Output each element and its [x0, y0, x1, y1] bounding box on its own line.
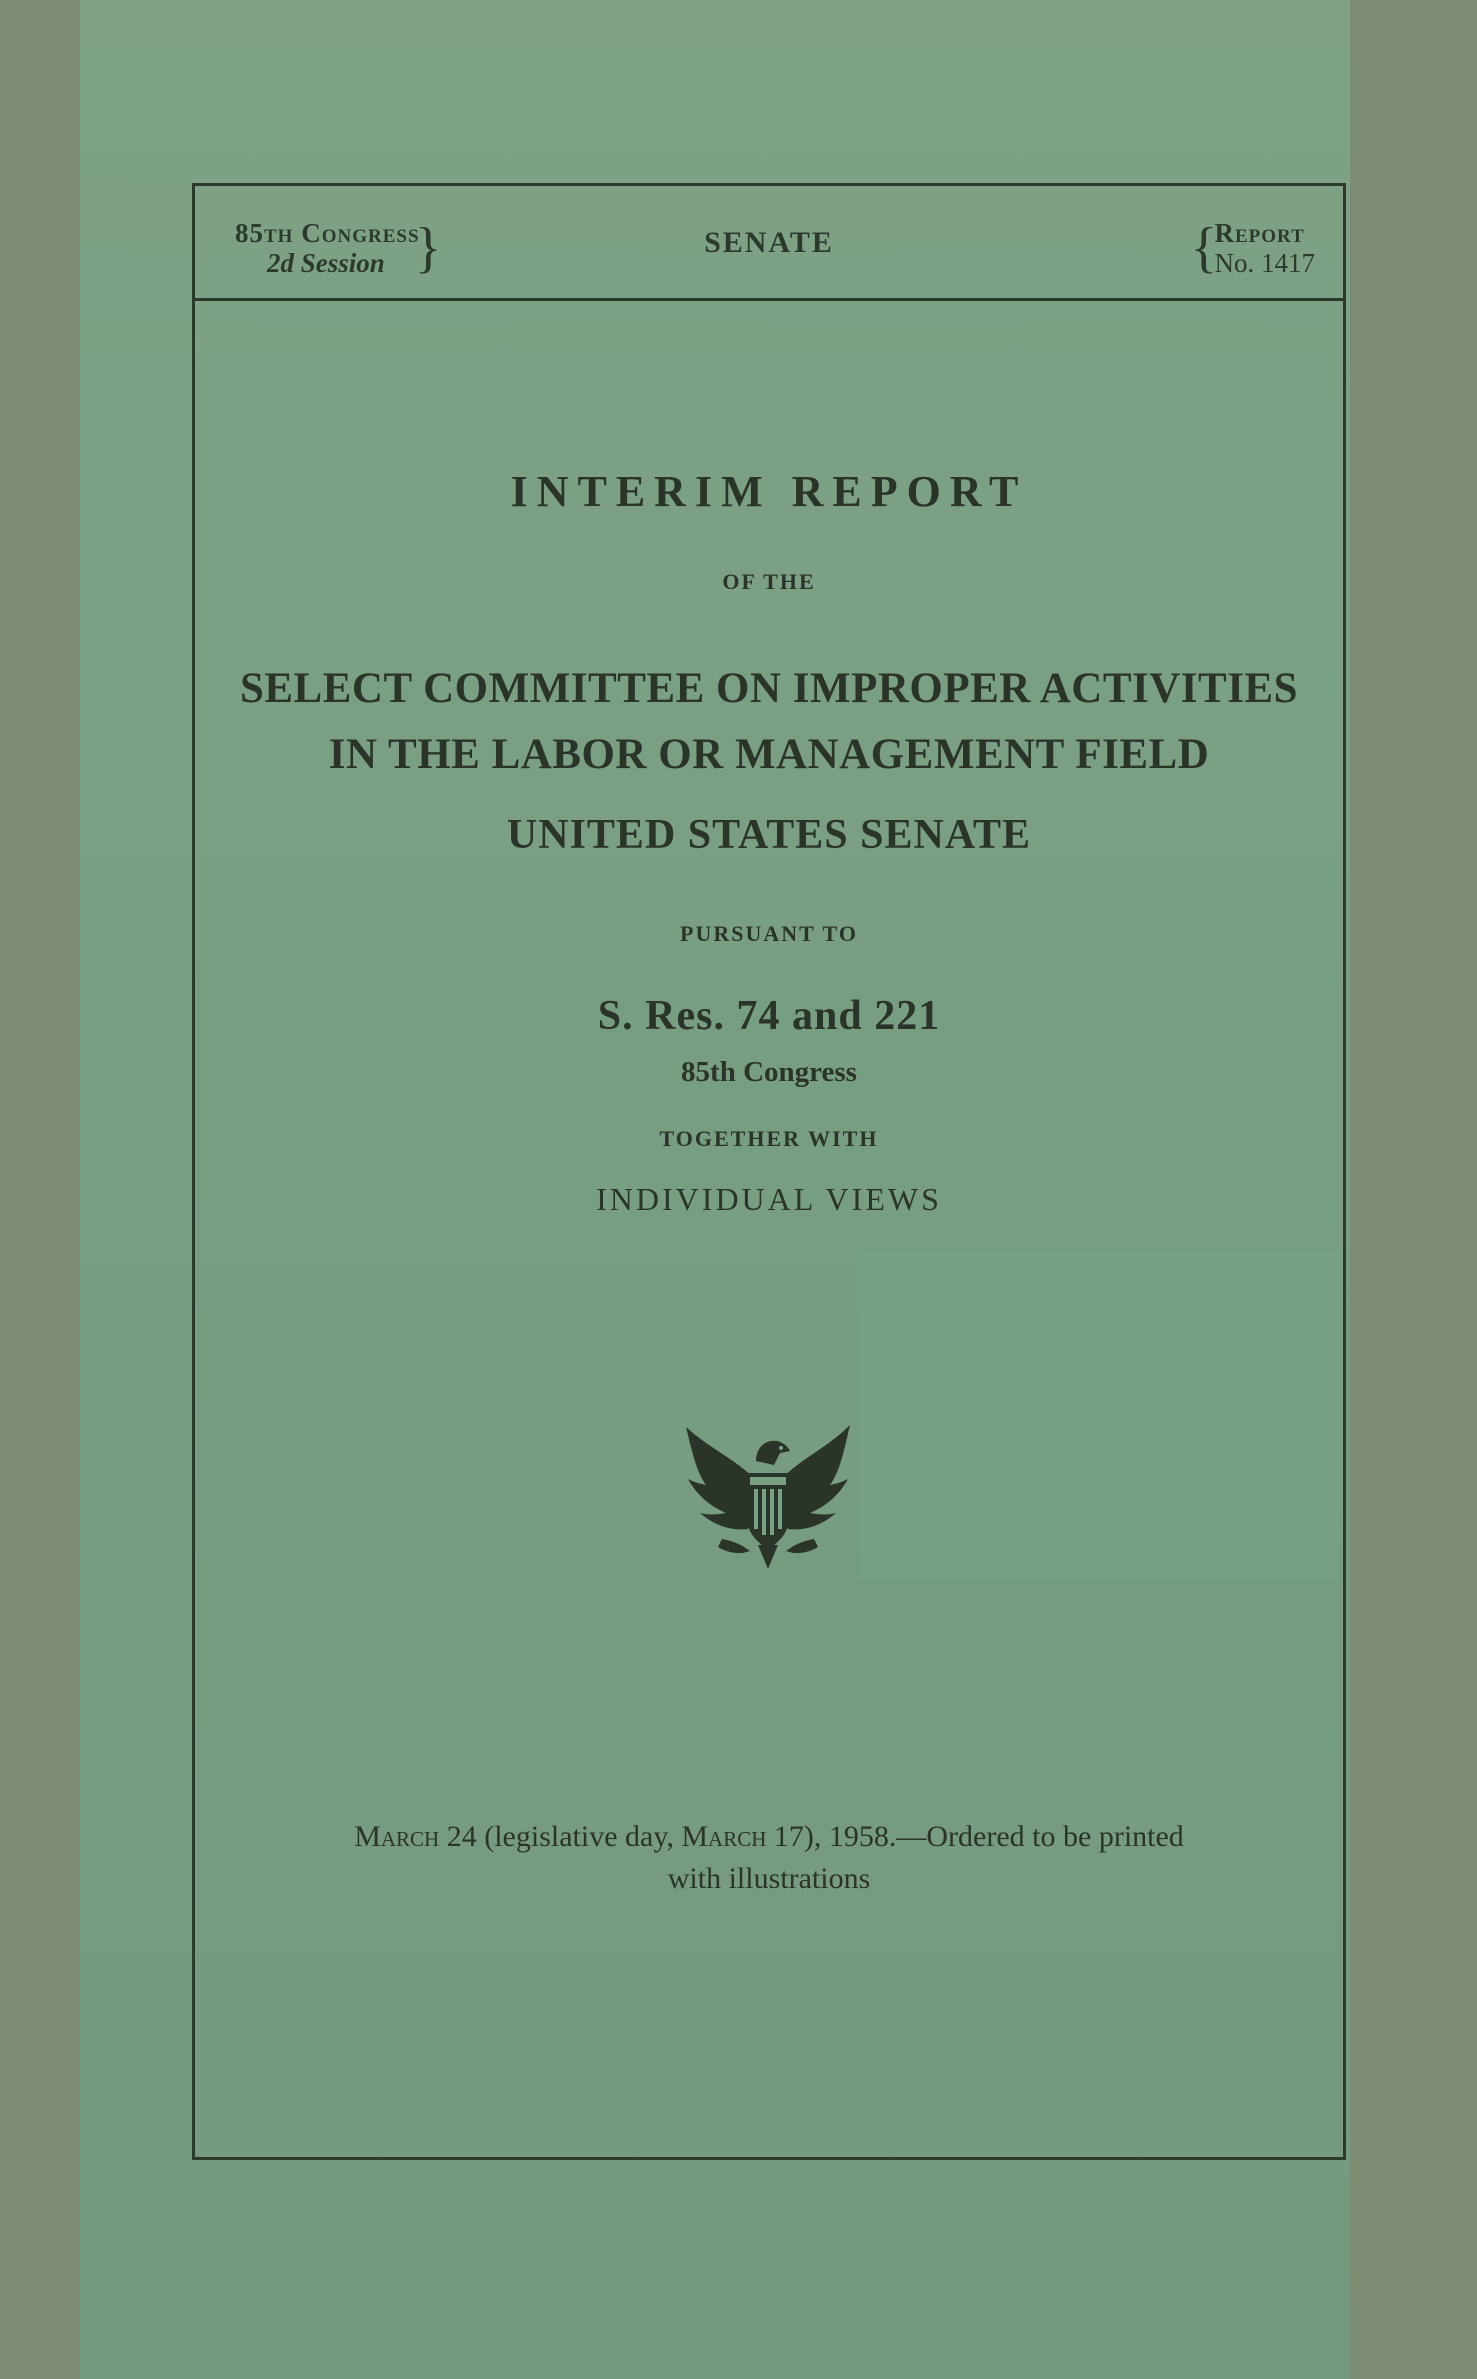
body-name: UNITED STATES SENATE	[506, 812, 1032, 858]
left-brace: {	[1190, 217, 1218, 279]
order-note-line-2: with illustrations	[667, 1862, 871, 1895]
chamber-label: SENATE	[704, 226, 834, 259]
report-title: INTERIM REPORT	[510, 467, 1028, 516]
right-brace: }	[414, 217, 442, 279]
report-number: No. 1417	[1214, 248, 1315, 278]
committee-line-2: IN THE LABOR OR MANAGEMENT FIELD	[328, 731, 1210, 778]
date-part-1: 24 (legislative day,	[439, 1820, 682, 1853]
committee-line-1: SELECT COMMITTEE ON IMPROPER ACTIVITIES	[239, 665, 1299, 712]
cover-frame	[192, 183, 1346, 2160]
month-1: March	[354, 1820, 440, 1853]
session-number: 2d Session	[267, 248, 385, 278]
resolution-number: S. Res. 74 and 221	[597, 993, 941, 1039]
order-note	[235, 1816, 1303, 1900]
pursuant-to-label: PURSUANT TO	[680, 921, 858, 946]
report-number-label	[1190, 217, 1316, 279]
order-note-line-1	[235, 1816, 1303, 1858]
date-part-2: 17), 1958.—Ordered to be printed	[766, 1820, 1184, 1853]
header-rule	[195, 298, 1343, 301]
report-label: Report	[1214, 218, 1305, 248]
together-with-label: TOGETHER WITH	[659, 1126, 879, 1151]
month-2: March	[681, 1820, 767, 1853]
eagle-seal-icon	[682, 1421, 854, 1577]
of-the-label: OF THE	[722, 569, 816, 594]
committee-name	[195, 656, 1343, 788]
congress-line: 85th Congress	[681, 1056, 857, 1088]
congress-number: 85th Congress	[235, 218, 420, 248]
report-cover	[80, 0, 1350, 2379]
individual-views-label: INDIVIDUAL VIEWS	[596, 1181, 942, 1217]
